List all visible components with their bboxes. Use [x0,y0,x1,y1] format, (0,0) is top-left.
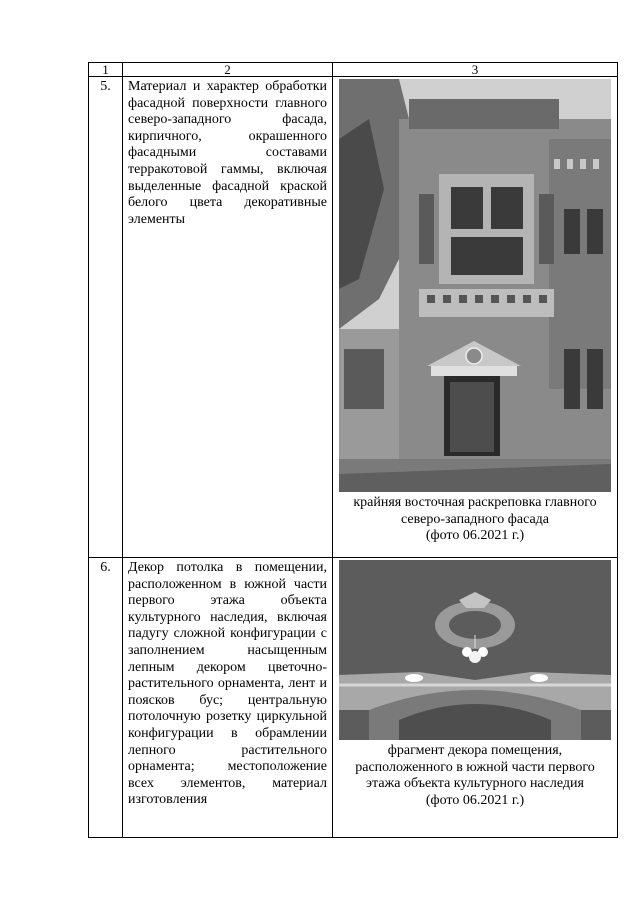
table-row [89,77,618,558]
photo-cell [333,558,618,838]
photo-cell [333,77,618,558]
photo-caption [338,495,612,545]
header-col-2: 2 [123,63,333,77]
caption-line: (фото 06.2021 г.) [425,528,525,543]
table-row [89,558,618,838]
photo-caption [338,743,612,809]
objects-table [88,62,618,838]
caption-line: этажа объекта культурного наследия [366,776,584,791]
caption-line: северо-западного фасада [401,511,549,527]
caption-line: расположенного в южной части первого [355,759,595,775]
caption-line: фрагмент декора помещения, [387,743,563,758]
row-number: 5. [89,77,123,558]
row-description: Декор потолка в помещении, расположенном в южной части первого этажа объекта культурного наследия, включая падугу сложной конфигурации с заполнением насыщенным лепным декором цветочно-растительного орнамента, лент и поясков бус; центральную потолочную розетку циркульной конфигурации в обрамлении лепного растительного орнамента; местоположение всех элементов, материал изготовления [123,558,333,838]
facade-photo [339,79,611,492]
row-description: Материал и характер обработки фасадной поверхности главного северо-западного фасада, кирпичного, окрашенного фасадными составами терракотовой гаммы, включая выделенные фасадной краской белого цвета декоративные элементы [123,77,333,558]
caption-line: (фото 06.2021 г.) [425,792,525,808]
ceiling-photo [339,560,611,740]
header-col-1: 1 [89,63,123,77]
table-header-row [89,63,618,77]
caption-line: крайняя восточная раскреповка главного [353,495,597,510]
row-number: 6. [89,558,123,838]
header-col-3: 3 [333,63,618,77]
